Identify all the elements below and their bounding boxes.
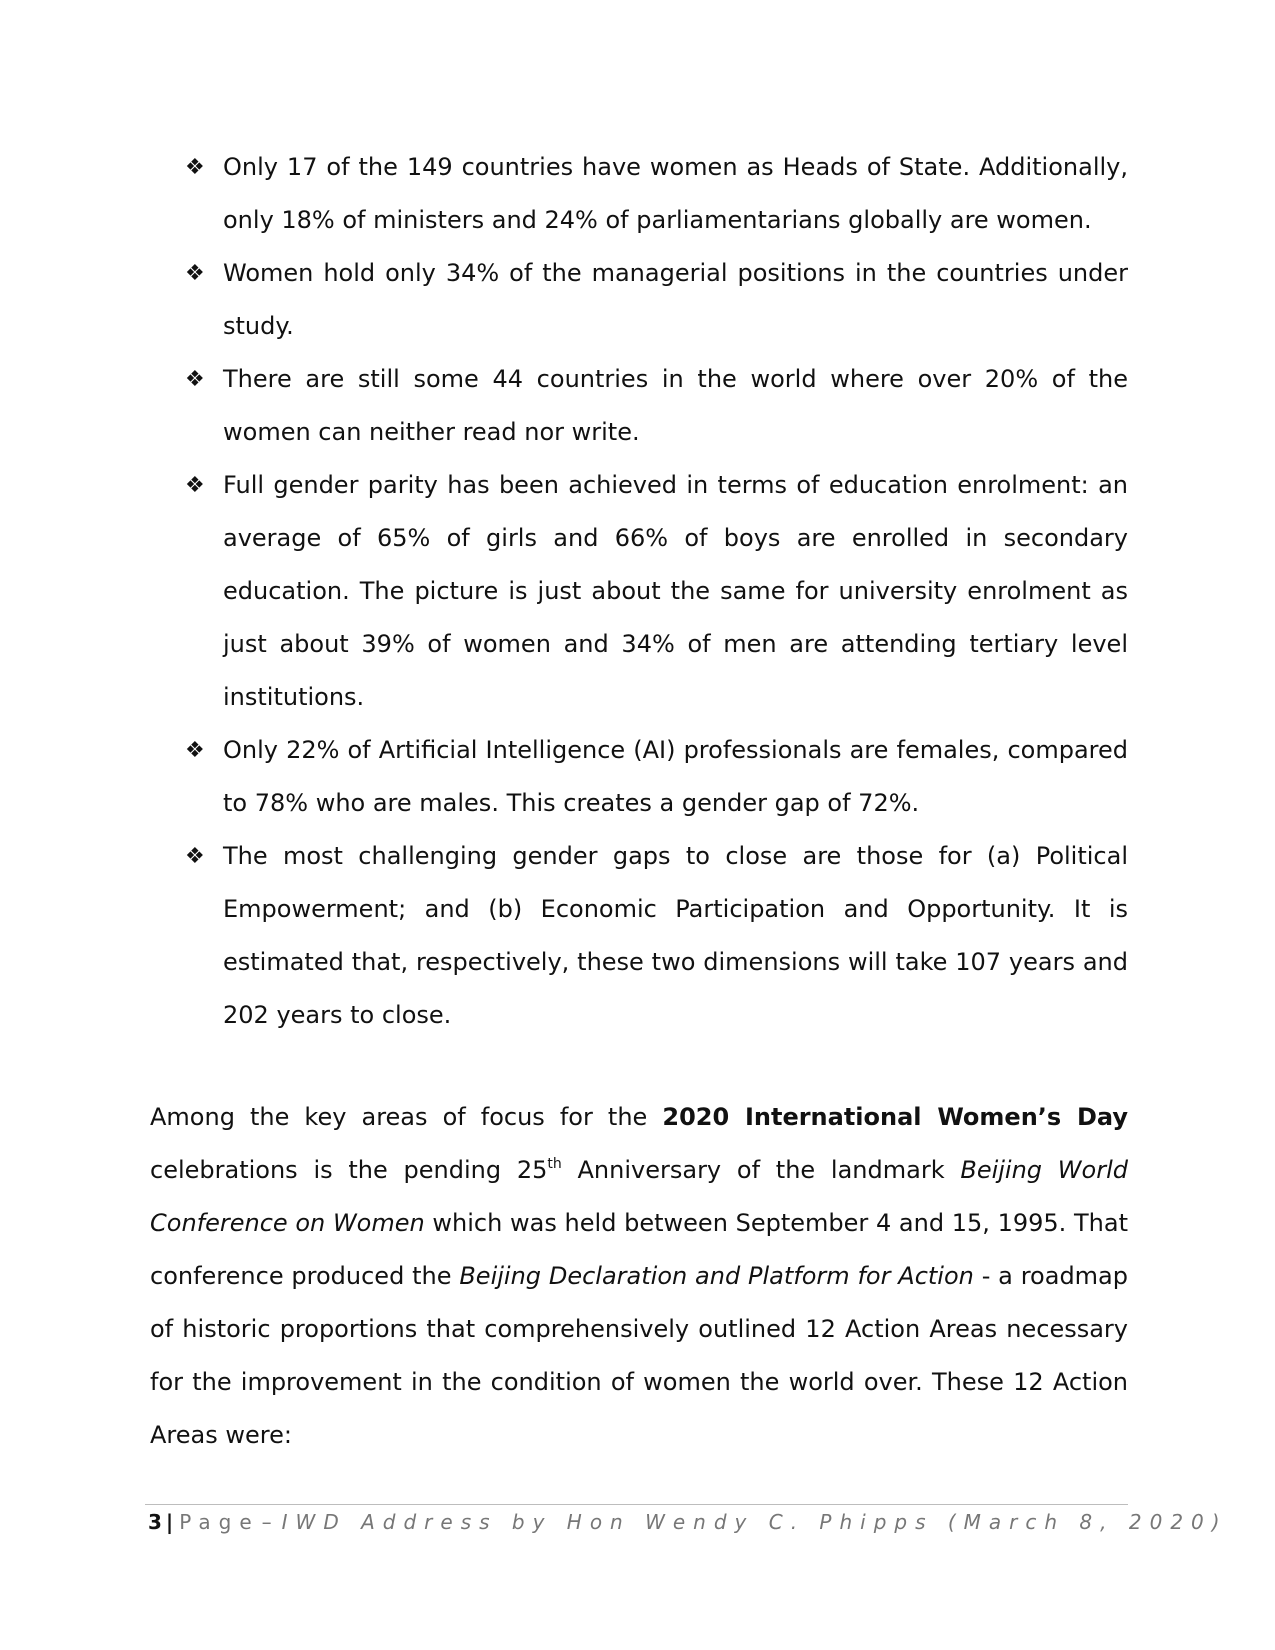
diamond-bullet-icon: ❖ bbox=[185, 367, 205, 392]
page-label: Page bbox=[179, 1510, 260, 1534]
bullet-item-heads-of-state bbox=[185, 141, 1128, 247]
page-footer bbox=[148, 1508, 1228, 1536]
paragraph-text: Anniversary of the landmark bbox=[561, 1156, 961, 1184]
paragraph-text: which was held between September 4 and 15, 1995. That conference produced the bbox=[150, 1209, 1128, 1290]
diamond-bullet-icon: ❖ bbox=[185, 844, 205, 869]
paragraph-text: - a roadmap of historic proportions that comprehensively outlined 12 Action Areas necessary for the improvement in the condition of women the world over. These 12 Action Areas were: bbox=[150, 1262, 1128, 1449]
footer-document-title: IWD Address by Hon Wendy C. Phipps (March 8, 2020) bbox=[281, 1510, 1228, 1534]
ordinal-superscript: th bbox=[547, 1156, 562, 1172]
bullet-text: There are still some 44 countries in the world where over 20% of the women can neither read nor write. bbox=[223, 365, 1128, 446]
bullet-item-ai-professionals bbox=[185, 724, 1128, 830]
emphasis-event-name: 2020 International Women’s Day bbox=[662, 1103, 1129, 1131]
body-paragraph-beijing-conference bbox=[150, 1091, 1128, 1462]
bullet-text: The most challenging gender gaps to close are those for (a) Political Empowerment; and (b) Economic Participation and Opportunity. It is estimated that, respectively, these two dimensions will take 107 years and 202 years to close. bbox=[223, 842, 1128, 1029]
bullet-item-managerial-positions bbox=[185, 247, 1128, 353]
bullet-text: Only 22% of Artificial Intelligence (AI) professionals are females, compared to 78% who are males. This creates a gender gap of 72%. bbox=[223, 736, 1128, 817]
diamond-bullet-icon: ❖ bbox=[185, 473, 205, 498]
diamond-bullet-icon: ❖ bbox=[185, 155, 205, 180]
diamond-bullet-icon: ❖ bbox=[185, 738, 205, 763]
page-number: 3 bbox=[148, 1510, 162, 1534]
italic-conference-name: Beijing World Conference on Women bbox=[150, 1156, 1128, 1237]
statistics-bullet-list bbox=[185, 141, 1128, 1042]
italic-declaration-name: Beijing Declaration and Platform for Action bbox=[459, 1262, 974, 1290]
bullet-text: Only 17 of the 149 countries have women as Heads of State. Additionally, only 18% of ministers and 24% of parliamentarians globally are women. bbox=[223, 153, 1128, 234]
bullet-item-gender-gaps bbox=[185, 830, 1128, 1042]
bullet-item-literacy bbox=[185, 353, 1128, 459]
footer-divider bbox=[145, 1504, 1128, 1505]
footer-dash: – bbox=[261, 1510, 272, 1534]
bullet-text: Women hold only 34% of the managerial positions in the countries under study. bbox=[223, 259, 1128, 340]
diamond-bullet-icon: ❖ bbox=[185, 261, 205, 286]
paragraph-text: celebrations is the pending 25 bbox=[150, 1156, 548, 1184]
footer-separator: | bbox=[165, 1510, 174, 1534]
paragraph-text: Among the key areas of focus for the bbox=[150, 1103, 663, 1131]
bullet-text: Full gender parity has been achieved in terms of education enrolment: an average of 65% of girls and 66% of boys are enrolled in secondary education. The picture is just about the same for university enrolment as just about 39% of women and 34% of men are attending tertiary level institutions. bbox=[223, 471, 1128, 711]
bullet-item-education-enrolment bbox=[185, 459, 1128, 724]
